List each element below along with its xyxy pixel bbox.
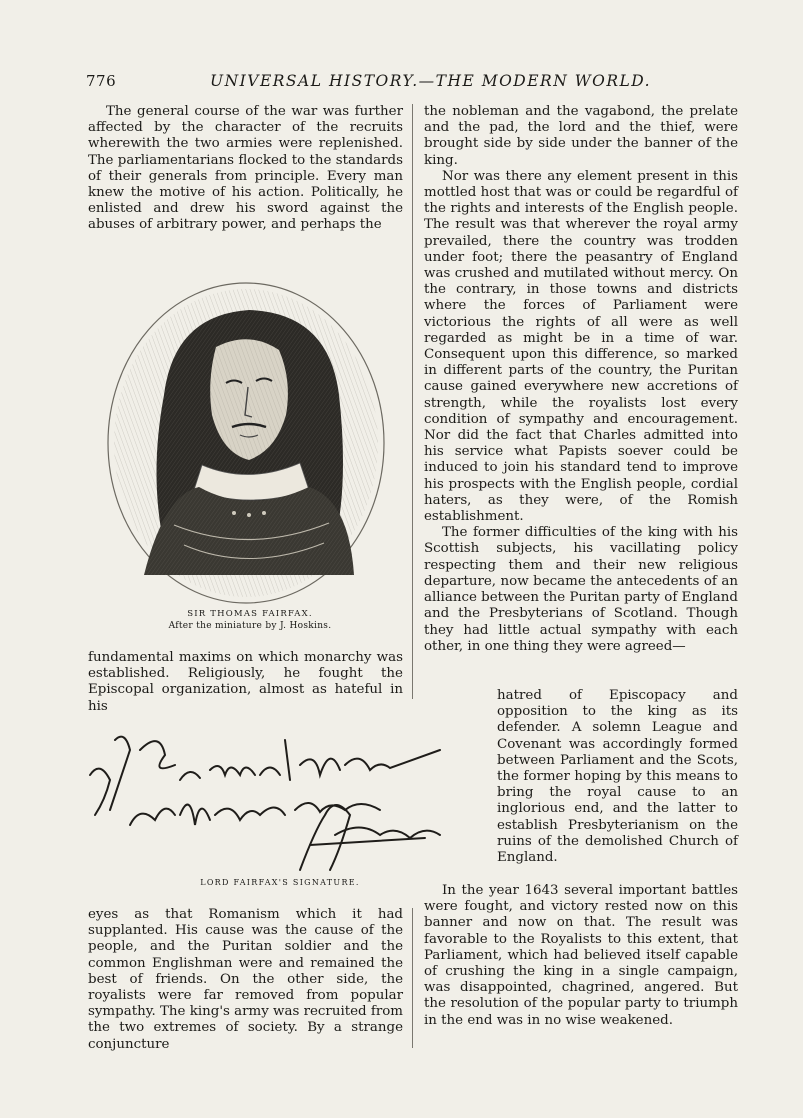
right-column-wrap <box>497 688 738 866</box>
portrait-image <box>104 275 394 605</box>
left-column-middle <box>88 650 403 715</box>
paragraph: eyes as that Romanism which it had supplanted. His cause was the cause of the people, and the Puritan soldier and the common Englishman were and remained the best of friends. On the other side, the royalists were far removed from popular sympathy. The king's army was recruited from the two extremes of society. By a strange conjuncture <box>88 907 403 1052</box>
paragraph: Nor was there any element present in this mottled host that was or could be regardful of the rights and interests of the English people. The result was that wherever the royal army prevailed, there the country was trodden under foot; there the peasantry of England was crushed and mutilated without mercy. On the contrary, in those towns and districts where the forces of Parliament were victorious the rights of all were as well regarded as might be in a time of war. Consequent upon this difference, so marked in different parts of the country, the Puritan cause gained everywhere new accretions of strength, while the royalists lost every condition of sympathy and encouragement. Nor did the fact that Charles admitted into his service what Papists soever could be induced to join his standard tend to improve his prospects with the English people, cordial haters, as they were, of the Romish establishment. <box>424 168 738 525</box>
signature-image <box>80 720 480 879</box>
paragraph: the nobleman and the vagabond, the prelate and the pad, the lord and the thief, were brought side by side under the banner of the king. <box>424 104 738 168</box>
paragraph: fundamental maxims on which monarchy was established. Religiously, he fought the Episcopal organization, almost as hateful in his <box>88 650 403 714</box>
paragraph: hatred of Episcopacy and opposition to the king as its defender. A solemn League and Covenant was accordingly formed between Parliament and the Scots, the former hoping by this means to bring the royal cause to an inglorious end, and the latter to establish Presbyterianism on the ruins of the demolished Church of England. <box>497 688 738 866</box>
right-column <box>424 104 738 655</box>
signature-caption: LORD FAIRFAX'S SIGNATURE. <box>200 878 360 887</box>
column-divider <box>412 908 413 1048</box>
portrait-caption <box>150 608 350 632</box>
handwritten-signature <box>80 720 480 875</box>
right-column-bottom <box>424 883 738 1029</box>
paragraph: The general course of the war was further affected by the character of the recruits wherewith the two armies were replenished. The parliamentarians flocked to the standards of their generals from principle. Every man knew the motive of his action. Politically, he enlisted and drew his sword against the abuses of arbitrary power, and perhaps the <box>88 104 403 233</box>
page-number: 776 <box>86 72 117 90</box>
portrait-caption-title: SIR THOMAS FAIRFAX. <box>187 609 313 619</box>
portrait-engraving <box>104 275 394 609</box>
portrait-caption-subtitle: After the miniature by J. Hoskins. <box>168 621 332 631</box>
left-column-bottom <box>88 907 403 1053</box>
left-column-top <box>88 104 403 234</box>
paragraph: In the year 1643 several important battles were fought, and victory rested now on this banner and now on that. The result was favorable to the Royalists to this extent, that Parliament, which had believed itself capable of crushing the king in a single campaign, was disappointed, chagrined, angered. But the resolution of the popular party to triumph in the end was in no wise weakened. <box>424 883 738 1028</box>
running-head: UNIVERSAL HISTORY.—THE MODERN WORLD. <box>210 72 652 90</box>
paragraph: The former difficulties of the king with his Scottish subjects, his vacillating policy respecting them and their new religious departure, now became the antecedents of an alliance between the Puritan party of England and the Presbyterians of Scotland. Though they had little actual sympathy with each other, in one thing they were agreed— <box>424 525 738 654</box>
column-divider <box>412 104 413 699</box>
